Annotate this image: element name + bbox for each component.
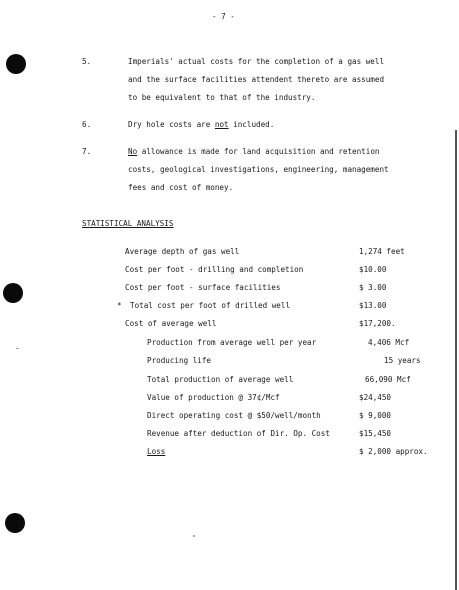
asterisk-marker: * <box>117 301 122 310</box>
punch-hole-middle <box>3 283 23 303</box>
section-heading: STATISTICAL ANALYSIS <box>82 219 174 228</box>
analysis-label: Cost per foot - surface facilities <box>125 283 281 292</box>
scan-speck <box>16 348 19 349</box>
emphasis-underline: No <box>128 147 138 156</box>
punch-hole-bottom <box>5 513 25 533</box>
item-text-line: Imperials' actual costs for the completion of a gas well <box>128 57 385 66</box>
analysis-value: $ 3.00 <box>359 283 387 292</box>
punch-hole-top <box>6 54 26 74</box>
page-number: - 7 - <box>212 12 235 21</box>
item-text-line: to be equivalent to that of the industry. <box>128 93 316 102</box>
analysis-value: $24,450 <box>359 393 392 402</box>
analysis-value: $15,450 <box>359 429 392 438</box>
analysis-value: $ 2,000 approx. <box>359 447 428 456</box>
item-number: 6. <box>82 120 92 129</box>
analysis-value: 4,406 Mcf <box>368 338 410 347</box>
analysis-value: 15 years <box>384 356 421 365</box>
analysis-value: 66,090 Mcf <box>365 375 411 384</box>
item-text-line: and the surface facilities attendent thereto are assumed <box>128 75 385 84</box>
analysis-label: Total production of average well <box>147 375 294 384</box>
item-text-line: fees and cost of money. <box>128 183 234 192</box>
analysis-label: Revenue after deduction of Dir. Op. Cost <box>147 429 330 438</box>
analysis-value: 1,274 feet <box>359 247 405 256</box>
analysis-value: $ 9,000 <box>359 411 392 420</box>
page-edge-line <box>455 130 457 590</box>
emphasis-underline: not <box>214 120 229 129</box>
item-number: 5. <box>82 57 92 66</box>
item-number: 7. <box>82 147 92 156</box>
analysis-value: $13.00 <box>359 301 387 310</box>
analysis-value: $17,200. <box>359 319 396 328</box>
item-text-line: costs, geological investigations, engineering, management <box>128 165 389 174</box>
analysis-label: Cost per foot - drilling and completion <box>125 265 304 274</box>
analysis-label: Loss <box>147 447 166 456</box>
analysis-label: Total cost per foot of drilled well <box>130 301 291 310</box>
scan-speck <box>193 535 195 537</box>
analysis-label: Producing life <box>147 356 212 365</box>
analysis-value: $10.00 <box>359 265 387 274</box>
analysis-label: Average depth of gas well <box>125 247 240 256</box>
item-text-line: Dry hole costs are not included. <box>128 120 275 129</box>
analysis-label: Value of production @ 37¢/Mcf <box>147 393 280 402</box>
analysis-label: Direct operating cost @ $50/well/month <box>147 411 321 420</box>
item-text-line: No allowance is made for land acquisition and retention <box>128 147 380 156</box>
analysis-label: Cost of average well <box>125 319 217 328</box>
analysis-label: Production from average well per year <box>147 338 317 347</box>
